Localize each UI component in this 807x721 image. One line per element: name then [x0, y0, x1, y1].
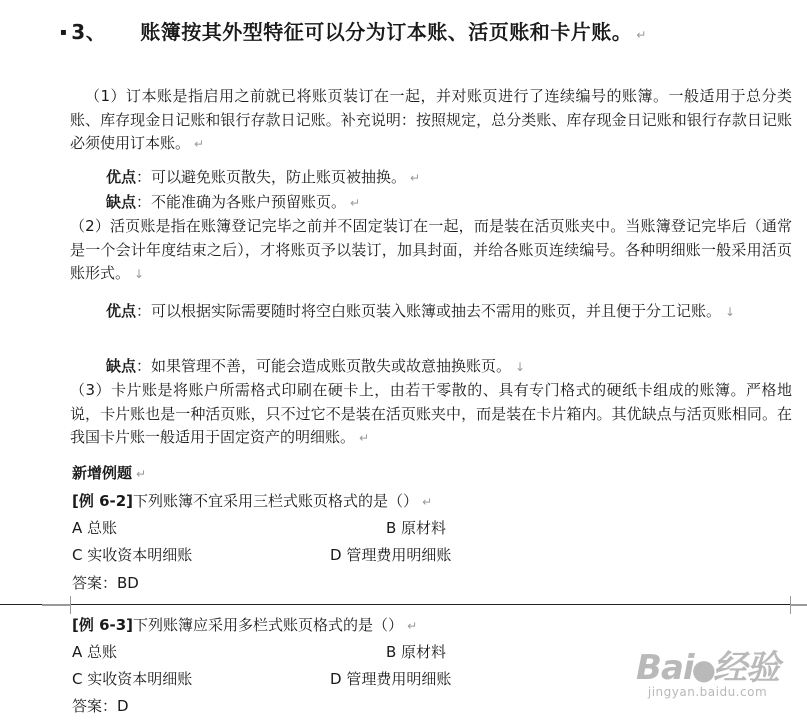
heading-number: 3、 — [71, 20, 107, 44]
pros-label: 优点 — [106, 168, 137, 186]
cons-text: ：不能准确为各账户预留账页。 — [136, 193, 347, 211]
answer: 答案：D — [72, 697, 129, 715]
paragraph-mark: ↵ — [410, 171, 421, 185]
watermark-brand-pre: Bai — [636, 648, 694, 688]
example-6-2-question — [72, 491, 432, 512]
example-tag: [例 6-2] — [72, 492, 134, 510]
heading-text: 账簿按其外型特征可以分为订本账、活页账和卡片账。 — [140, 20, 633, 44]
example-6-3-question — [72, 615, 417, 636]
option-d: D 管理费用明细账 — [330, 670, 452, 688]
new-examples-label: 新增例题 — [72, 464, 133, 482]
paragraph-card-book — [70, 379, 792, 451]
paragraph-bound-book — [70, 85, 792, 157]
paw-icon: ● — [691, 653, 715, 686]
paragraph-mark: ↵ — [136, 467, 147, 481]
bound-book-pros — [106, 167, 420, 188]
page-corner-mark — [790, 605, 807, 614]
heading-bullet: ▪ — [60, 27, 68, 38]
cons-text: ：如果管理不善，可能会造成账页散失或故意抽换账页。 — [136, 357, 512, 375]
paragraph-mark: ↵ — [422, 495, 433, 509]
paragraph-mark: ↓ — [725, 305, 736, 319]
paragraph-mark: ↵ — [359, 431, 370, 445]
paragraph-mark: ↵ — [350, 196, 361, 210]
example-tag: [例 6-3] — [72, 616, 134, 634]
page-corner-mark — [790, 596, 807, 605]
answer: 答案：BD — [72, 574, 139, 592]
pros-text: ：可以避免账页散失，防止账页被抽换。 — [136, 168, 407, 186]
paragraph-text: （3）卡片账是将账户所需格式印刷在硬卡上，由若干零散的、具有专门格式的硬纸卡组成的账簿。严格地说，卡片账也是一种活页账，只不过它不是装在活页账夹中，而是装在卡片箱内。其优缺点与活页账相同。在我国卡片账一般适用于固定资产的明细账。 — [70, 381, 792, 446]
watermark-brand — [636, 640, 779, 689]
cons-label: 缺点 — [106, 357, 137, 375]
bound-book-cons — [106, 192, 360, 213]
question-text: 下列账簿不宜采用三栏式账页格式的是（） — [133, 492, 419, 510]
page-corner-mark — [42, 596, 71, 605]
paragraph-text: （2）活页账是指在账簿登记完毕之前并不固定装订在一起，而是装在活页账夹中。当账簿登记完毕后（通常是一个会计年度结束之后），才将账页予以装订，加具封面，并给各账页连续编号。各种明细账一般采用活页账形式。 — [70, 217, 792, 282]
paragraph-mark: ↓ — [134, 267, 145, 281]
option-a: A 总账 — [72, 643, 118, 661]
new-examples-heading — [72, 463, 146, 484]
paragraph-mark: ↵ — [194, 137, 205, 151]
paragraph-mark: ↵ — [636, 28, 647, 42]
option-d: D 管理费用明细账 — [330, 546, 452, 564]
pros-text: ：可以根据实际需要随时将空白账页装入账簿或抽去不需用的账页，并且便于分工记账。 — [136, 302, 722, 320]
option-c: C 实收资本明细账 — [72, 670, 193, 688]
question-text: 下列账簿应采用多栏式账页格式的是（） — [133, 616, 404, 634]
paragraph-mark: ↵ — [407, 619, 418, 633]
paragraph-text: （1）订本账是指启用之前就已将账页装订在一起，并对账页进行了连续编号的账簿。一般适用于总分类账、库存现金日记账和银行存款日记账。补充说明：按照规定，总分类账、库存现金日记账和银行存款日记账必须使用订本账。 — [70, 87, 792, 152]
page-break-line — [0, 604, 807, 605]
option-a: A 总账 — [72, 519, 118, 537]
option-c: C 实收资本明细账 — [72, 546, 193, 564]
paragraph-mark: ↓ — [515, 360, 526, 374]
watermark-url: jingyan.baidu.com — [647, 685, 768, 699]
pros-label: 优点 — [106, 302, 137, 320]
watermark-brand-post: 经验 — [713, 648, 779, 688]
baidu-jingyan-watermark — [636, 640, 779, 699]
loose-leaf-pros — [70, 300, 792, 325]
option-b: B 原材料 — [386, 643, 447, 661]
section-heading — [60, 16, 647, 45]
option-b: B 原材料 — [386, 519, 447, 537]
loose-leaf-cons — [106, 356, 525, 377]
paragraph-loose-leaf-book — [70, 215, 792, 287]
cons-label: 缺点 — [106, 193, 137, 211]
page-corner-mark — [42, 605, 71, 614]
